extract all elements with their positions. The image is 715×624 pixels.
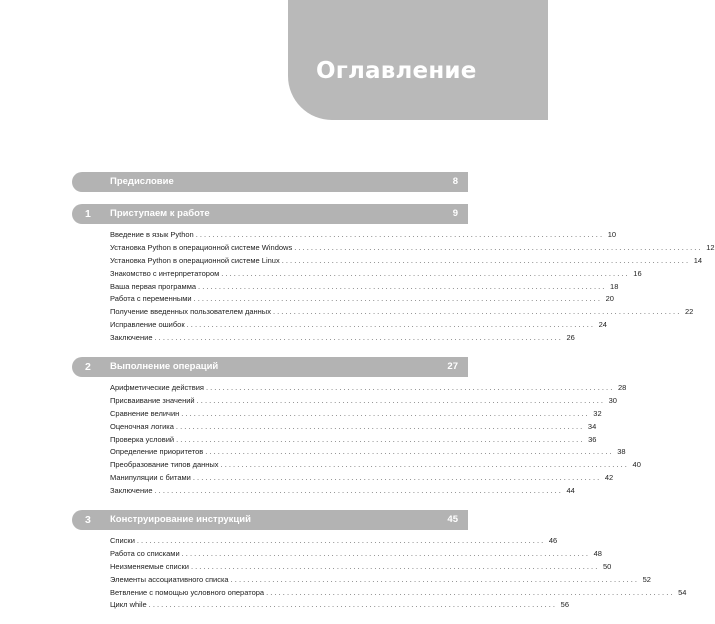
toc-entry[interactable] xyxy=(110,281,619,294)
chapter-title: Приступаем к работе xyxy=(110,208,210,219)
entry-page-number: 24 xyxy=(598,320,607,330)
toc-chapter xyxy=(72,510,687,612)
entry-title: Заключение xyxy=(110,333,153,343)
toc-entry[interactable] xyxy=(110,599,569,612)
entry-page-number: 22 xyxy=(684,307,694,317)
entry-title: Получение введенных пользователем данных xyxy=(110,307,271,317)
chapter-page-number: 27 xyxy=(447,361,458,373)
dot-leader xyxy=(205,446,611,459)
toc-entry[interactable] xyxy=(110,408,602,421)
entry-title: Ваша первая программа xyxy=(110,281,197,291)
entry-page-number: 10 xyxy=(607,230,617,239)
entry-title: Проверка условий xyxy=(110,434,175,444)
dot-leader xyxy=(194,293,600,306)
toc-entry[interactable] xyxy=(110,268,642,281)
entry-page-number: 52 xyxy=(642,574,651,584)
entry-title: Цикл while xyxy=(110,600,147,610)
toc-entry[interactable] xyxy=(110,306,694,319)
entry-page-number: 48 xyxy=(593,548,602,558)
chapter-heading[interactable] xyxy=(72,510,468,530)
dot-leader xyxy=(266,587,672,600)
toc-entry[interactable] xyxy=(110,485,575,498)
toc-entry[interactable] xyxy=(110,446,626,459)
entry-title: Работа с переменными xyxy=(110,294,192,304)
dot-leader xyxy=(181,408,587,421)
entry-title: Преобразование типов данных xyxy=(110,460,219,470)
dot-leader xyxy=(206,382,612,395)
toc-entry[interactable] xyxy=(110,229,617,242)
dot-leader xyxy=(149,599,555,612)
toc-entry[interactable] xyxy=(110,472,614,485)
entry-list xyxy=(72,377,641,498)
entry-page-number: 54 xyxy=(678,587,687,597)
chapter-page-number: 9 xyxy=(452,208,458,219)
chapter-heading[interactable] xyxy=(72,204,468,224)
chapter-title: Предисловие xyxy=(110,176,174,187)
chapter-number: 3 xyxy=(85,514,91,527)
entry-page-number: 56 xyxy=(560,600,569,610)
entry-page-number: 40 xyxy=(632,460,641,470)
chapter-heading[interactable] xyxy=(72,172,468,192)
toc-entry[interactable] xyxy=(110,587,687,600)
entry-page-number: 32 xyxy=(593,408,602,418)
toc-chapter xyxy=(72,357,641,498)
dot-leader xyxy=(273,306,679,319)
toc-entry[interactable] xyxy=(110,332,575,345)
entry-title: Установка Python в операционной системе Linux xyxy=(110,255,280,265)
chapter-title: Конструирование инструкций xyxy=(110,514,251,526)
toc-entry[interactable] xyxy=(110,434,597,447)
dot-leader xyxy=(182,548,588,561)
entry-title: Элементы ассоциативного списка xyxy=(110,574,229,584)
entry-page-number: 44 xyxy=(566,486,575,496)
entry-title: Списки xyxy=(110,536,135,546)
toc-entry[interactable] xyxy=(110,535,558,548)
toc-entry[interactable] xyxy=(110,459,641,472)
chapter-page-number: 45 xyxy=(447,514,458,526)
entry-page-number: 34 xyxy=(587,421,597,431)
dot-leader xyxy=(137,535,543,548)
dot-leader xyxy=(198,281,604,294)
toc-entry[interactable] xyxy=(110,421,597,434)
entry-title: Исправление ошибок xyxy=(110,320,185,330)
toc-entry[interactable] xyxy=(110,293,614,306)
entry-page-number: 50 xyxy=(602,561,612,571)
entry-page-number: 20 xyxy=(605,294,614,304)
dot-leader xyxy=(154,485,560,498)
toc-chapter xyxy=(72,172,468,192)
dot-leader xyxy=(193,472,599,485)
entry-page-number: 42 xyxy=(604,473,614,483)
entry-title: Определение приоритетов xyxy=(110,447,204,457)
entry-title: Введение в язык Python xyxy=(110,230,194,239)
chapter-page-number: 8 xyxy=(452,176,458,187)
dot-leader xyxy=(176,421,582,434)
dot-leader xyxy=(294,242,700,255)
entry-page-number: 38 xyxy=(617,447,626,457)
entry-title: Оценочная логика xyxy=(110,421,174,431)
title-tab xyxy=(288,0,548,120)
chapter-number: 2 xyxy=(85,361,91,374)
entry-list xyxy=(72,224,715,345)
table-of-contents xyxy=(72,172,715,624)
entry-title: Установка Python в операционной системе Windows xyxy=(110,242,293,252)
entry-title: Арифметические действия xyxy=(110,383,204,393)
dot-leader xyxy=(176,434,582,447)
dot-leader xyxy=(187,319,593,332)
entry-page-number: 18 xyxy=(610,281,619,291)
dot-leader xyxy=(197,395,603,408)
toc-entry[interactable] xyxy=(110,319,607,332)
page-title: Оглавление xyxy=(316,58,477,84)
entry-title: Работа со списками xyxy=(110,548,180,558)
toc-entry[interactable] xyxy=(110,395,617,408)
toc-entry[interactable] xyxy=(110,242,715,255)
entry-page-number: 28 xyxy=(617,383,627,393)
entry-title: Манипуляции с битами xyxy=(110,473,191,483)
entry-page-number: 16 xyxy=(633,268,642,278)
chapter-number: 1 xyxy=(85,208,91,220)
chapter-heading[interactable] xyxy=(72,357,468,377)
entry-title: Сравнение величин xyxy=(110,408,180,418)
entry-list xyxy=(72,530,687,612)
entry-page-number: 12 xyxy=(706,242,715,252)
entry-page-number: 26 xyxy=(566,333,575,343)
entry-page-number: 36 xyxy=(588,434,597,444)
entry-page-number: 14 xyxy=(693,255,703,265)
entry-page-number: 46 xyxy=(548,536,558,546)
dot-leader xyxy=(196,229,602,242)
chapter-title: Выполнение операций xyxy=(110,361,219,373)
toc-chapter xyxy=(72,204,715,345)
dot-leader xyxy=(221,459,627,472)
dot-leader xyxy=(221,268,627,281)
toc-entry[interactable] xyxy=(110,574,651,587)
dot-leader xyxy=(231,574,637,587)
dot-leader xyxy=(154,332,560,345)
entry-title: Присваивание значений xyxy=(110,395,195,405)
entry-title: Неизменяемые списки xyxy=(110,561,189,571)
dot-leader xyxy=(191,561,597,574)
dot-leader xyxy=(282,255,688,268)
toc-entry[interactable] xyxy=(110,255,703,268)
entry-title: Знакомство с интерпретатором xyxy=(110,268,220,278)
toc-entry[interactable] xyxy=(110,382,627,395)
entry-page-number: 30 xyxy=(608,395,617,405)
entry-title: Ветвление с помощью условного оператора xyxy=(110,587,265,597)
entry-title: Заключение xyxy=(110,486,153,496)
toc-entry[interactable] xyxy=(110,548,602,561)
toc-entry[interactable] xyxy=(110,561,612,574)
